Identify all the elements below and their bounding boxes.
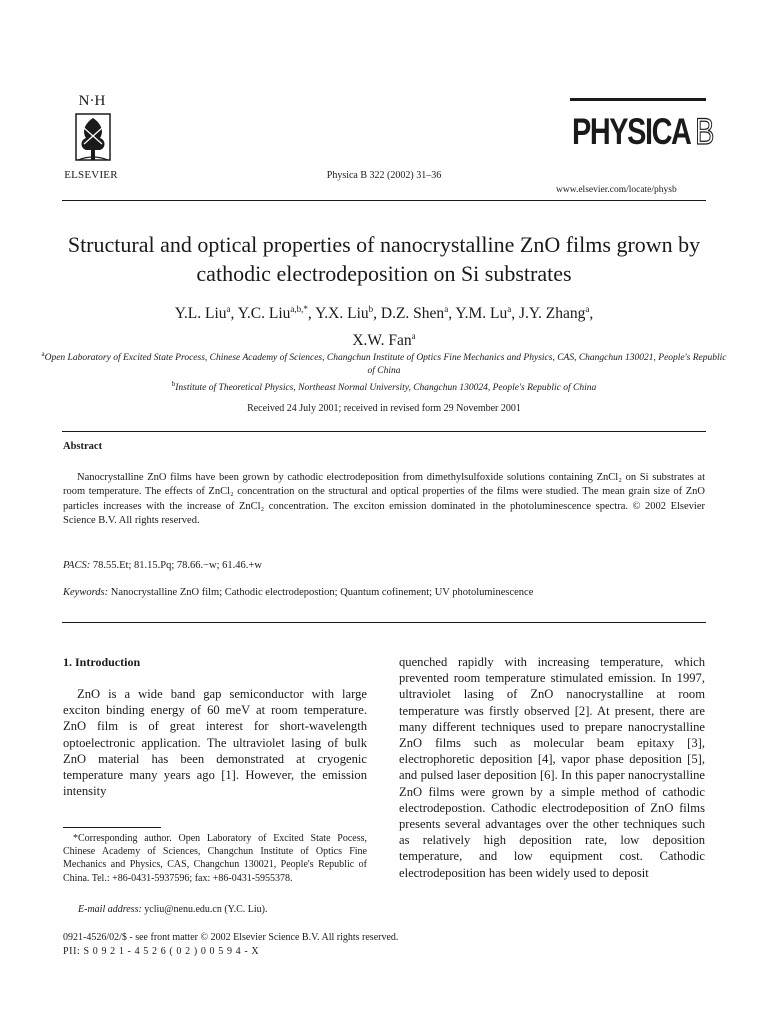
author: D.Z. Shen$^a$,: [380, 304, 456, 323]
author: Y.L. Liu$^a$,: [174, 304, 238, 323]
paper-title: Structural and optical properties of nanocrystalline ZnO films grown by cathodic electrodeposition on Si substrates: [67, 232, 701, 286]
author-list: [40, 298, 728, 352]
pacs-values: 78.55.Et; 81.15.Pq; 78.66.−w; 61.46.+w: [92, 560, 262, 571]
keywords-label: Keywords:: [63, 587, 109, 598]
publisher-mark: N·H: [78, 93, 106, 109]
footnote-rule: [63, 827, 161, 828]
abstract-heading: Abstract: [63, 441, 103, 452]
email-line: [78, 904, 267, 915]
author: Y.M. Lu$^a$,: [455, 304, 519, 323]
publisher-name: ELSEVIER: [64, 169, 118, 181]
header-divider: [62, 200, 706, 201]
journal-brand: [572, 113, 713, 150]
author: X.W. Fan$^a$: [352, 331, 416, 350]
tree-emblem-icon: [72, 110, 114, 168]
journal-rule: [570, 98, 706, 101]
pacs-label: PACS:: [63, 560, 91, 571]
author: Y.X. Liu$^b$,: [315, 304, 381, 323]
journal-citation: Physica B 322 (2002) 31–36: [326, 170, 442, 181]
intro-left-column: ZnO is a wide band gap semiconductor with large exciton binding energy of 60 meV at room temperature. ZnO film is of great interest for short-wavelength optoelectronic application. The ultraviolet lasing of bulk ZnO material has been demonstrated at cryogenic temperature many years ago [1]. However, the emission intensity: [63, 687, 367, 799]
pacs-codes: [63, 560, 262, 571]
email-address[interactable]: ycliu@nenu.edu.cn (Y.C. Liu).: [144, 904, 268, 915]
body-divider: [62, 622, 706, 623]
affiliation: $^b$Institute of Theoretical Physics, Northeast Normal University, Changchun 130024, People's Republic of China: [171, 380, 597, 394]
author: J.Y. Zhang$^a$,: [518, 304, 594, 323]
author: Y.C. Liu$^{a,b,*}$,: [237, 304, 316, 323]
journal-brand-letter: B: [695, 111, 714, 152]
received-dates: Received 24 July 2001; received in revised form 29 November 2001: [247, 403, 521, 414]
journal-url[interactable]: www.elsevier.com/locate/physb: [556, 185, 677, 195]
section-heading: 1. Introduction: [63, 655, 141, 669]
affiliations: [40, 348, 728, 395]
corresponding-author-footnote: *Corresponding author. Open Laboratory of Excited State Pocess, Chinese Academy of Sciences, Changchun Institute of Optics Fine Mechanics and Physics, CAS, Changchun 130021, People's Republic of China. Tel.: +86-0431-5937596; fax: +86-0431-5955378.: [63, 833, 367, 884]
keywords: [63, 587, 533, 598]
affiliation: $^a$Open Laboratory of Excited State Process, Chinese Academy of Sciences, Changchun Institute of Optics Fine Mechanics and Physics, CAS, Changchun 130021, People's Republic of China: [41, 350, 727, 377]
pii-line: PII: S 0 9 2 1 - 4 5 2 6 ( 0 2 ) 0 0 5 9 4 - X: [63, 946, 260, 957]
abstract-divider: [62, 431, 706, 432]
intro-right-column: quenched rapidly with increasing temperature, which prevented room temperature stimulated emission. In 1997, ultraviolet lasing of ZnO nanocrystalline at room temperature was firstly observed [2]. At present, there are many different techniques used to prepare nanocrystalline ZnO films such as molecular beam epitaxy [3], electrophoretic deposition [4], vapor phase deposition [5], and pulsed laser deposition [6]. In this paper nanocrystalline ZnO films were grown by a simple method of cathodic electrodepostion. Cathodic electrodeposition of ZnO films presents several advantages over the other techniques such as relatively high deposition rate, low deposition temperature, and low equipment cost. Cathodic electrodeposition has been widely used to deposit: [399, 655, 705, 880]
journal-brand-main: PHYSICA: [572, 111, 691, 152]
email-label: E-mail address:: [78, 904, 142, 915]
abstract-body: Nanocrystalline ZnO films have been grown by cathodic electrodeposition from dimethylsulfoxide solutions containing ZnCl₂ on Si substrates at room temperature. The effects of ZnCl₂ concentration on the structural and optical properties of the films were studied. The mean grain size of ZnO particles increases with the increase of ZnCl₂ concentration. The exciton emission dominated in the photoluminescence spectra. © 2002 Elsevier Science B.V. All rights reserved.: [63, 472, 705, 527]
keywords-values: Nanocrystalline ZnO film; Cathodic electrodepostion; Quantum cofinement; UV photoluminescence: [110, 587, 534, 598]
copyright-line: 0921-4526/02/$ - see front matter © 2002 Elsevier Science B.V. All rights reserved.: [63, 932, 399, 943]
